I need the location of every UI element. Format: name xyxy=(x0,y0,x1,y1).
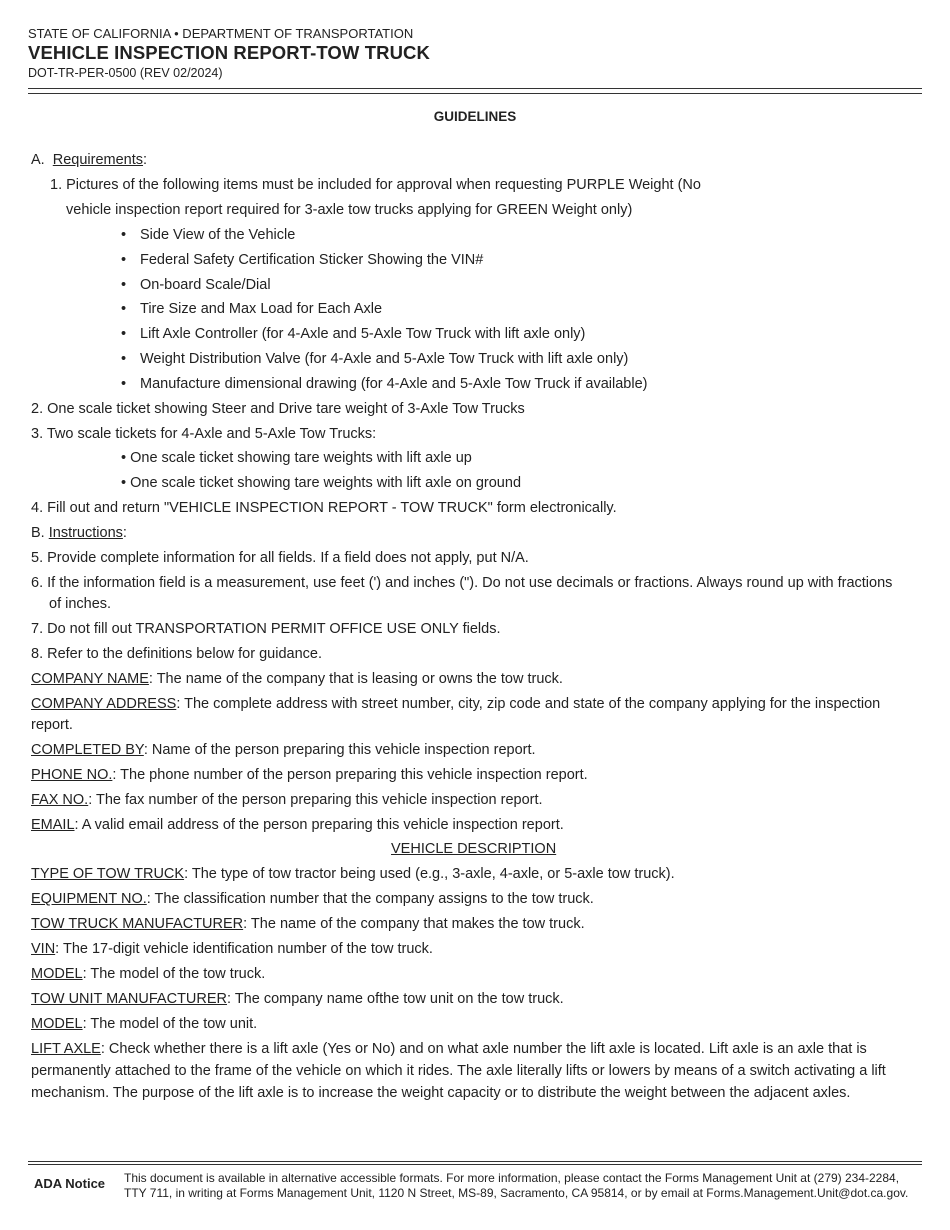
definition-text: : The phone number of the person preparing this vehicle inspection report. xyxy=(112,767,588,783)
department-name: STATE OF CALIFORNIA • DEPARTMENT OF TRANSPORTATION xyxy=(28,26,414,41)
definition-text: : A valid email address of the person preparing this vehicle inspection report. xyxy=(74,817,564,833)
definition-text: : The model of the tow unit. xyxy=(82,1016,258,1032)
requirement-item-1-cont: vehicle inspection report required for 3-axle tow trucks applying for GREEN Weight only) xyxy=(66,202,633,218)
footer-divider-secondary xyxy=(28,1164,922,1165)
definition-completed-by xyxy=(31,740,536,761)
picture-item: Weight Distribution Valve (for 4-Axle and 5-Axle Tow Truck with lift axle only) xyxy=(140,351,629,367)
definition-term: PHONE NO. xyxy=(31,767,113,783)
instruction-item-6: 6. If the information field is a measurement, use feet (') and inches ("). Do not use decimals or fractions. Always round up with fractions xyxy=(31,575,893,591)
requirement-item-4: 4. Fill out and return "VEHICLE INSPECTION REPORT - TOW TRUCK" form electronically. xyxy=(31,500,617,516)
instruction-item-8: 8. Refer to the definitions below for guidance. xyxy=(31,646,322,662)
instruction-item-6-cont: of inches. xyxy=(49,596,112,612)
bullet-icon: • xyxy=(121,326,127,342)
requirements-prefix: A. xyxy=(31,152,45,168)
definition-phone xyxy=(31,765,588,786)
definition-model-unit xyxy=(31,1014,257,1035)
ada-notice-text: This document is available in alternative accessible formats. For more information, please contact the Forms Management Unit at (279) 234-2284, TTY 711, in writing at Forms Management Unit, 1120 N Street, MS-89, Sacramento, CA 95814, or by email at Forms.Management.Unit@dot.ca.gov. xyxy=(124,1171,909,1200)
definition-text: : The company name ofthe tow unit on the tow truck. xyxy=(227,991,564,1007)
definition-term: MODEL xyxy=(31,1016,83,1032)
instructions-label: Instructions xyxy=(48,525,123,541)
definition-equipment-no xyxy=(31,889,594,910)
requirement-item-3: 3. Two scale tickets for 4-Axle and 5-Axle Tow Trucks: xyxy=(31,426,377,442)
definition-model-truck xyxy=(31,964,265,985)
definition-term: TOW UNIT MANUFACTURER xyxy=(31,991,228,1007)
definition-tow-unit-manufacturer xyxy=(31,989,564,1010)
picture-item: Tire Size and Max Load for Each Axle xyxy=(140,301,383,317)
definition-term: COMPLETED BY xyxy=(31,742,144,758)
definition-text: : The complete address with street number, city, zip code and state of the company applying for the inspection report. xyxy=(31,696,881,733)
definition-term: MODEL xyxy=(31,966,83,982)
bullet-icon: • xyxy=(121,277,127,293)
definition-company-name xyxy=(31,669,563,690)
bullet-icon: • xyxy=(121,227,127,243)
bullet-icon: • xyxy=(121,252,127,268)
footer-divider xyxy=(28,1161,922,1162)
definition-term: FAX NO. xyxy=(31,792,89,808)
definition-term: VIN xyxy=(31,941,56,957)
form-code: DOT-TR-PER-0500 (REV 02/2024) xyxy=(28,66,223,80)
definition-text: : The classification number that the company assigns to the tow truck. xyxy=(146,891,594,907)
picture-item: On-board Scale/Dial xyxy=(140,277,271,293)
picture-item: Federal Safety Certification Sticker Showing the VIN# xyxy=(140,252,484,268)
form-header xyxy=(28,26,430,81)
bullet-icon: • xyxy=(121,301,127,317)
definition-text: : The fax number of the person preparing this vehicle inspection report. xyxy=(88,792,543,808)
definition-text: : The model of the tow truck. xyxy=(82,966,266,982)
bullet-icon: • xyxy=(121,351,127,367)
definition-company-address xyxy=(31,694,921,736)
definition-term: TYPE OF TOW TRUCK xyxy=(31,866,185,882)
definition-lift-axle xyxy=(31,1038,916,1104)
picture-item: Manufacture dimensional drawing (for 4-Axle and 5-Axle Tow Truck if available) xyxy=(140,376,648,392)
definition-term: EMAIL xyxy=(31,817,75,833)
definition-term: COMPANY ADDRESS xyxy=(31,696,177,712)
definition-fax xyxy=(31,790,543,811)
ticket-item: • One scale ticket showing tare weights with lift axle up xyxy=(121,450,472,466)
definition-text: : The name of the company that makes the tow truck. xyxy=(243,916,585,932)
form-title: VEHICLE INSPECTION REPORT-TOW TRUCK xyxy=(28,42,430,63)
requirement-item-1: 1. Pictures of the following items must be included for approval when requesting PURPLE Weight (No xyxy=(50,177,701,193)
definition-term: TOW TRUCK MANUFACTURER xyxy=(31,916,244,932)
picture-item: Side View of the Vehicle xyxy=(140,227,296,243)
definition-text: : Name of the person preparing this vehicle inspection report. xyxy=(143,742,536,758)
requirements-heading: A. Requirements: xyxy=(31,152,148,168)
definition-vin xyxy=(31,939,433,960)
bullet-icon: • xyxy=(121,376,127,392)
vehicle-description-heading: VEHICLE DESCRIPTION xyxy=(391,841,557,857)
instructions-prefix: B. xyxy=(31,525,45,541)
header-divider-secondary xyxy=(28,93,922,94)
instruction-item-7: 7. Do not fill out TRANSPORTATION PERMIT OFFICE USE ONLY fields. xyxy=(31,621,501,637)
picture-item: Lift Axle Controller (for 4-Axle and 5-Axle Tow Truck with lift axle only) xyxy=(140,326,586,342)
instruction-item-5: 5. Provide complete information for all fields. If a field does not apply, put N/A. xyxy=(31,550,529,566)
guidelines-heading: GUIDELINES xyxy=(433,109,517,124)
definition-email xyxy=(31,815,564,836)
definition-term: LIFT AXLE xyxy=(31,1041,101,1057)
definition-tow-truck-manufacturer xyxy=(31,914,585,935)
definition-text: : Check whether there is a lift axle (Yes or No) and on what axle number the lift axle is located. Lift axle is an axle that is permanently attached to the frame of the vehicle on which it rides. The axle literally lifts or lowers by means of a switch activating a lift mechanism. The purpose of the lift axle is to increase the weight capacity or to distribute the weight between the adjacent axles. xyxy=(31,1041,886,1101)
ticket-item: • One scale ticket showing tare weights with lift axle on ground xyxy=(121,475,522,491)
definition-type-of-tow-truck xyxy=(31,864,675,885)
definition-text: : The type of tow tractor being used (e.g., 3-axle, 4-axle, or 5-axle tow truck). xyxy=(184,866,675,882)
requirements-label: Requirements xyxy=(52,152,144,168)
ada-notice-label: ADA Notice xyxy=(34,1176,106,1191)
definition-text: : The name of the company that is leasing or owns the tow truck. xyxy=(148,671,563,687)
requirement-item-2: 2. One scale ticket showing Steer and Drive tare weight of 3-Axle Tow Trucks xyxy=(31,401,525,417)
definition-term: EQUIPMENT NO. xyxy=(31,891,147,907)
definition-term: COMPANY NAME xyxy=(31,671,149,687)
instructions-heading: B. Instructions: xyxy=(31,525,127,541)
header-divider xyxy=(28,88,922,89)
definition-text: : The 17-digit vehicle identification number of the tow truck. xyxy=(55,941,433,957)
